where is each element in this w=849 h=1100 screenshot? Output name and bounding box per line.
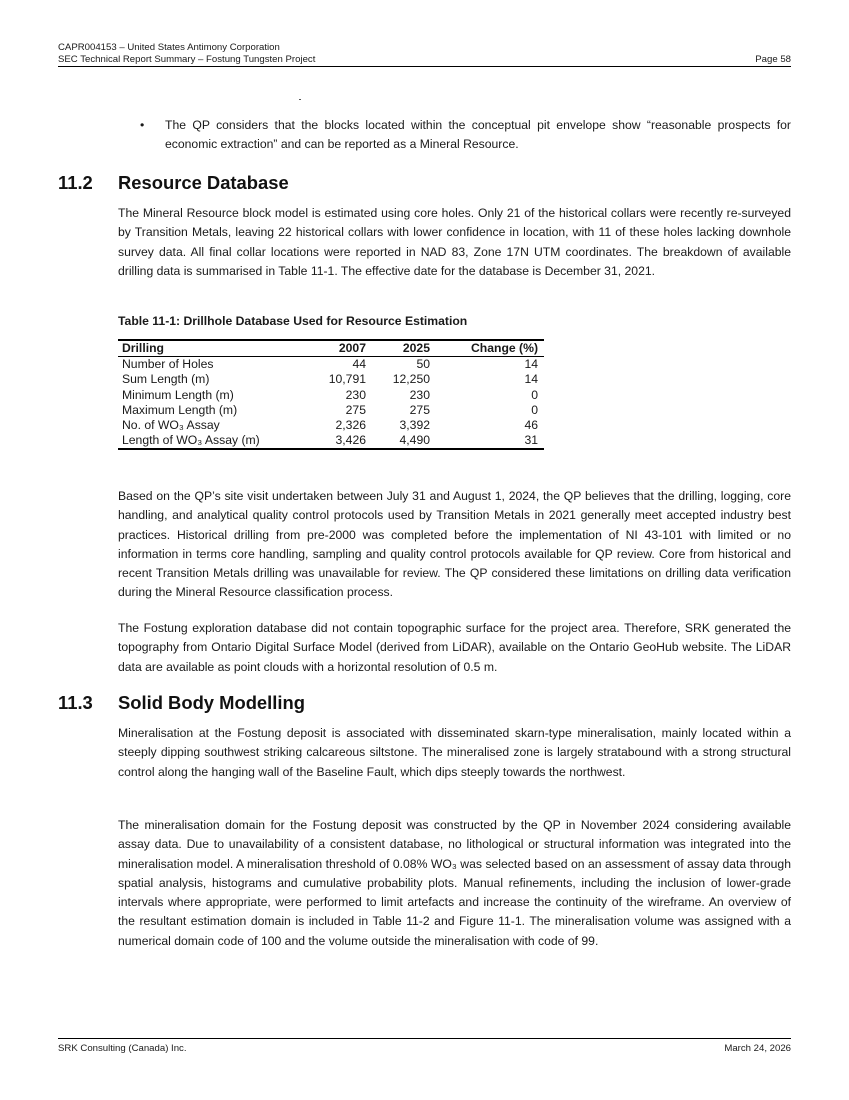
table-cell: 275 <box>345 402 366 417</box>
section-title: Solid Body Modelling <box>118 692 305 713</box>
table-cell: Minimum Length (m) <box>122 387 234 402</box>
header-rule <box>58 54 791 68</box>
table-cell: 3,392 <box>399 418 430 433</box>
section-number: 11.3 <box>58 692 93 713</box>
table-cell: 14 <box>524 357 538 372</box>
header-line2: SEC Technical Report Summary – Fostung Tungsten Project <box>58 53 316 65</box>
table-caption: Table 11-1: Drillhole Database Used for Resource Estimation <box>118 314 468 328</box>
page-footer <box>58 1038 791 1054</box>
table-cell: Number of Holes <box>122 357 214 372</box>
column-header: 2007 <box>296 340 370 357</box>
table-row <box>118 403 544 418</box>
table-row <box>118 418 544 433</box>
paragraph: The Fostung exploration database did not contain topographic surface for the project area. Therefore, SRK generated the topography from Ontario Digital Surface Model (derived from LiDAR), available on the Ontario GeoHub website. The LiDAR data are available as point clouds with a horizontal resolution of 0.5 m. <box>118 621 791 674</box>
paragraph: The mineralisation domain for the Fostung deposit was constructed by the QP in November 2024 considering available assay data. Due to unavailability of a consistent database, no lithological or structural information was integrated into the mineralisation model. A mineralisation threshold of 0.08% WO₃ was selected based on an assessment of assay data through spatial analysis, histograms and cumulative probability plots. Manual refinements, including the inclusion of lower-grade intervals where appropriate, were performed to limit artefacts and increase the continuity of the wireframe. An overview of the resultant estimation domain is included in Table 11-2 and Figure 11-1. The mineralisation volume was assigned with a numerical domain code of 100 and the volume outside the mineralisation with code of 99. <box>118 818 791 948</box>
table-cell: 10,791 <box>328 372 366 387</box>
table-cell: 46 <box>524 418 538 433</box>
bullet-item <box>140 116 791 155</box>
table-cell: 275 <box>409 402 430 417</box>
column-header: Drilling <box>118 340 296 357</box>
stray-mark <box>299 99 301 100</box>
table-cell: 14 <box>524 372 538 387</box>
table-cell: Sum Length (m) <box>122 372 210 387</box>
table-cell: Length of WO₃ Assay (m) <box>118 433 296 449</box>
table-cell: Maximum Length (m) <box>122 402 238 417</box>
table-cell: 0 <box>531 387 538 402</box>
footer-company: SRK Consulting (Canada) Inc. <box>58 1043 187 1054</box>
table-row <box>118 372 544 387</box>
paragraph: The Mineral Resource block model is estimated using core holes. Only 21 of the historical collars were recently re-surveyed by Transition Metals, leaving 22 historical collars with lower confidence in location, with 11 of these holes lacking downhole survey data. All final collar locations were reported in NAD 83, Zone 17N UTM coordinates. The breakdown of available drilling data is summarised in Table 11-1. The effective date for the database is December 31, 2021. <box>118 206 791 278</box>
page-number: Page 58 <box>755 53 791 65</box>
section-heading-11-2 <box>58 172 289 194</box>
header-line1: CAPR004153 – United States Antimony Corporation <box>58 42 280 53</box>
table-cell: 230 <box>409 387 430 402</box>
section-number: 11.2 <box>58 172 93 193</box>
table-cell: 12,250 <box>392 372 430 387</box>
section-heading-11-3 <box>58 692 305 714</box>
bullet-dot: • <box>140 118 145 132</box>
paragraph: Based on the QP’s site visit undertaken between July 31 and August 1, 2024, the QP believes that the drilling, logging, core handling, and analytical quality control protocols used by Transition Metals in 2021 generally meet accepted industry best practices. Historical drilling from pre-2000 was completed before the implementation of NI 43-101 with limited or no information in terms core handling, sampling and quality control protocols available for QP review. Core from historical and recent Transition Metals drilling was unavailable for review. The QP considered these limitations on drilling data verification during the Mineral Resource classification process. <box>118 489 791 600</box>
table-cell: 2,326 <box>335 418 366 433</box>
table-row <box>118 388 544 403</box>
table-cell: 0 <box>531 402 538 417</box>
table-cell: 4,490 <box>370 433 434 449</box>
table-cell: 31 <box>434 433 544 449</box>
table-cell: No. of WO₃ Assay <box>122 418 220 433</box>
table-header-row <box>118 340 544 357</box>
column-header: 2025 <box>370 340 434 357</box>
table-row <box>118 433 544 449</box>
table-cell: 44 <box>352 357 366 372</box>
bullet-text: The QP considers that the blocks located within the conceptual pit envelope show “reasonable prospects for economic extraction” and can be reported as a Mineral Resource. <box>165 118 791 152</box>
page-header <box>58 42 791 67</box>
table-row <box>118 357 544 373</box>
column-header: Change (%) <box>434 340 544 357</box>
table-cell: 3,426 <box>296 433 370 449</box>
drillhole-table <box>118 339 544 450</box>
paragraph: Mineralisation at the Fostung deposit is associated with disseminated skarn-type mineralisation, mainly located within a steeply dipping southwest striking calcareous siltstone. The mineralised zone is largely stratabound with a strong structural control along the hanging wall of the Baseline Fault, which dips steeply towards the northwest. <box>118 726 791 779</box>
section-title: Resource Database <box>118 172 289 193</box>
table-cell: 230 <box>345 387 366 402</box>
footer-date: March 24, 2026 <box>724 1043 791 1054</box>
table-cell: 50 <box>416 357 430 372</box>
